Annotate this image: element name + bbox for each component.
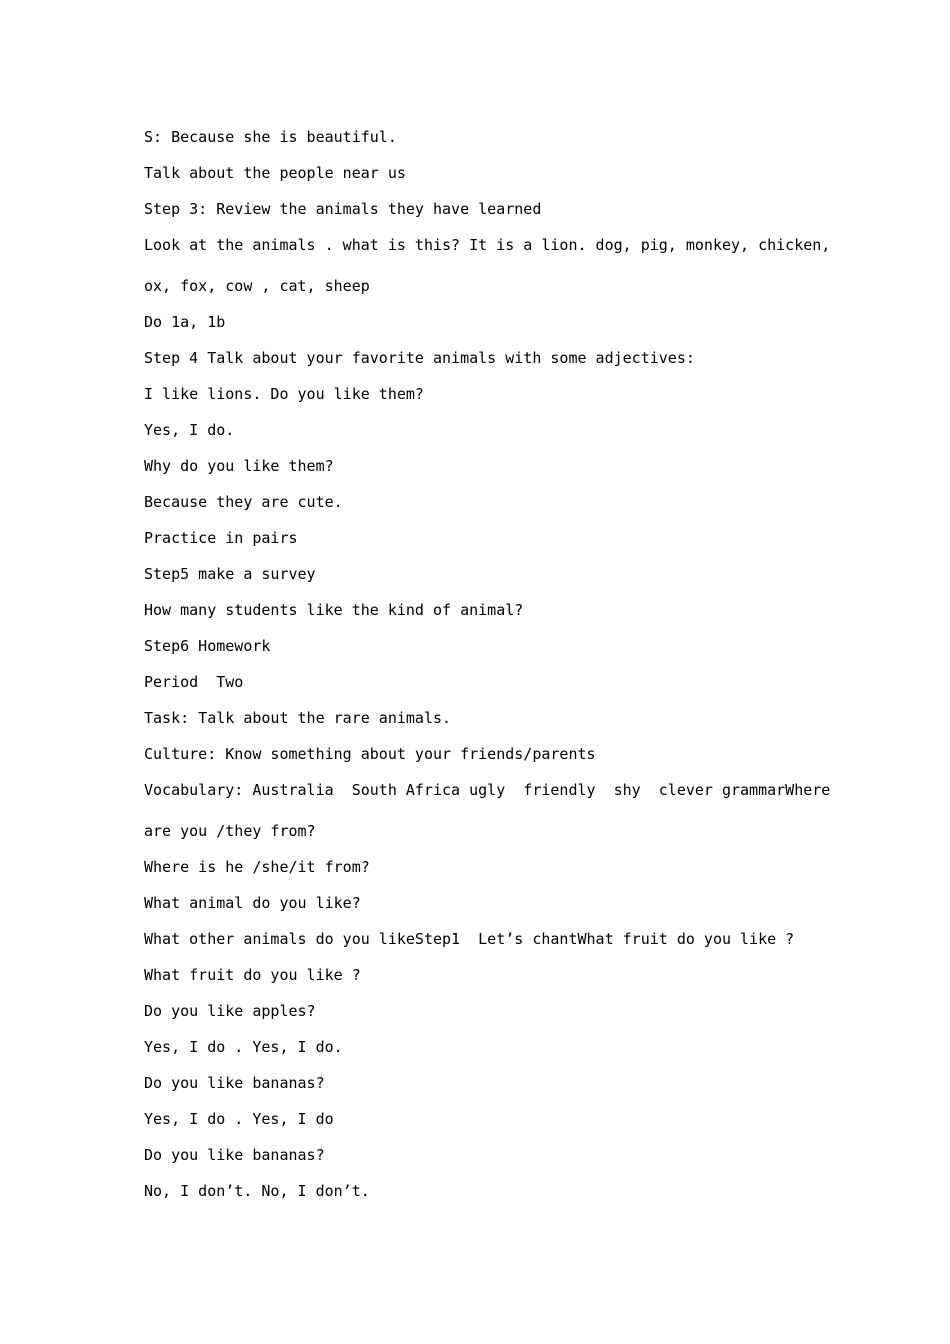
- text-line: Yes, I do.: [144, 421, 235, 439]
- text-line: Talk about the people near us: [144, 164, 406, 182]
- text-line: Yes, I do . Yes, I do.: [144, 1038, 343, 1056]
- text-line: Step 4 Talk about your favorite animals with some adjectives:: [144, 349, 695, 367]
- text-line: Do you like bananas?: [144, 1074, 325, 1092]
- text-line: Practice in pairs: [144, 529, 298, 547]
- text-line: Why do you like them?: [144, 457, 334, 475]
- text-line: Yes, I do . Yes, I do: [144, 1110, 334, 1128]
- text-line: S: Because she is beautiful.: [144, 128, 397, 146]
- text-line: Task: Talk about the rare animals.: [144, 709, 452, 727]
- text-line: What fruit do you like ?: [144, 966, 361, 984]
- text-line: Do you like bananas?: [144, 1146, 325, 1164]
- text-line: What animal do you like?: [144, 894, 361, 912]
- text-line: Because they are cute.: [144, 493, 343, 511]
- text-line: Do you like apples?: [144, 1002, 316, 1020]
- text-line: How many students like the kind of animal?: [144, 601, 524, 619]
- text-line: Culture: Know something about your friends/parents: [144, 745, 596, 763]
- text-line: Look at the animals . what is this? It is a lion. dog, pig, monkey, chicken,: [144, 236, 831, 254]
- text-line: Period Two: [144, 673, 244, 691]
- text-line: ox, fox, cow , cat, sheep: [144, 277, 370, 295]
- text-line: are you /they from?: [144, 822, 316, 840]
- text-line: Do 1a, 1b: [144, 313, 226, 331]
- text-line: No, I don’t. No, I don’t.: [144, 1182, 370, 1200]
- text-line: Where is he /she/it from?: [144, 858, 370, 876]
- text-line: Vocabulary: Australia South Africa ugly friendly shy clever grammarWhere: [144, 781, 831, 799]
- text-line: Step5 make a survey: [144, 565, 316, 583]
- text-line: Step 3: Review the animals they have learned: [144, 200, 542, 218]
- text-line: I like lions. Do you like them?: [144, 385, 424, 403]
- text-line: What other animals do you likeStep1 Let’s chantWhat fruit do you like ?: [144, 930, 795, 948]
- text-line: Step6 Homework: [144, 637, 271, 655]
